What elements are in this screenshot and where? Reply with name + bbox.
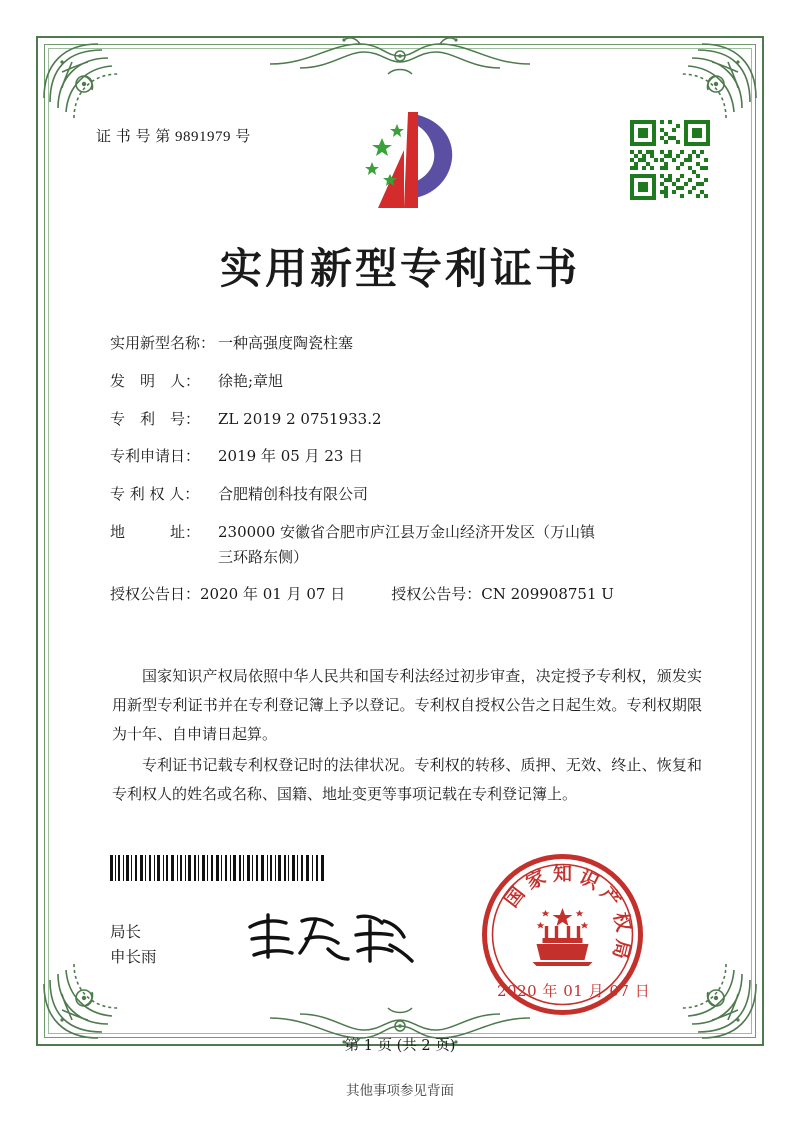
field-row-inventor [110,371,710,390]
page-number: 第 1 页 (共 2 页) [344,1038,456,1054]
top-flourish-ornament-icon [260,34,540,80]
grant-date-value: 2020 年 01 月 07 日 [200,585,346,604]
svg-text:权: 权 [608,910,635,934]
grant-number-label: 授权公告号： [391,585,482,604]
barcode-icon [110,855,325,881]
address-line-2: 三环路东侧） [218,547,309,566]
field-value: ZL 2019 2 0751933.2 [218,409,382,428]
field-value: 徐艳;章旭 [218,371,284,390]
field-label: 专 利 号： [110,409,201,428]
signature-title: 局长 [110,923,142,941]
field-row-patent-number [110,409,710,428]
svg-text:识: 识 [575,866,603,895]
svg-text:产: 产 [595,882,625,912]
grant-date-group [110,587,345,603]
cnipa-logo-icon [352,108,464,212]
field-value [218,522,710,566]
field-row-address [110,522,710,566]
field-row-name [110,336,710,352]
page-title: 实用新型专利证书 [219,244,580,293]
svg-text:知: 知 [552,863,573,885]
svg-text:国: 国 [500,882,530,912]
signature-name: 申长雨 [110,948,157,966]
seal-date: 2020 年 01 月 07 日 [497,982,651,1000]
signature-block [110,920,157,970]
footer-note: 其他事项参见背面 [346,1083,454,1099]
field-label: 发 明 人： [110,371,201,390]
field-label: 专利申请日： [110,447,201,466]
qr-code-icon [628,118,712,202]
field-value: 合肥精创科技有限公司 [218,485,369,503]
paragraph-2: 专利证书记载专利权登记时的法律状况。专利权的转移、质押、无效、终止、恢复和专利权人的姓名或名称、国籍、地址变更等事项记载在专利登记簿上。 [112,756,702,803]
field-label: 专 利 权 人： [110,485,200,503]
field-value: 一种高强度陶瓷柱塞 [218,334,354,352]
field-list [110,336,710,621]
svg-text:家: 家 [522,866,550,895]
address-line-1: 230000 安徽省合肥市庐江县万金山经济开发区（万山镇 [218,522,596,541]
field-label: 实用新型名称： [110,334,216,352]
paragraph-1: 国家知识产权局依照中华人民共和国专利法经过初步审查，决定授予专利权，颁发实用新型专利证书并在专利登记簿上予以登记。专利权自授权公告之日起生效。专利权期限为十年、自申请日起算。 [112,667,702,743]
body-text [112,662,702,811]
grant-date-label: 授权公告日： [110,585,201,604]
certificate-number: 证 书 号 第 9891979 号 [96,129,251,145]
grant-number-value: CN 209908751 U [481,585,614,604]
field-row-grant [110,587,710,603]
field-label: 地 址： [110,522,201,541]
svg-text:局: 局 [608,937,635,962]
handwritten-signature-icon [240,905,430,971]
field-value: 2019 年 05 月 23 日 [218,447,364,466]
field-row-application-date [110,449,710,465]
grant-number-group [391,587,614,603]
field-row-patentee [110,487,710,503]
